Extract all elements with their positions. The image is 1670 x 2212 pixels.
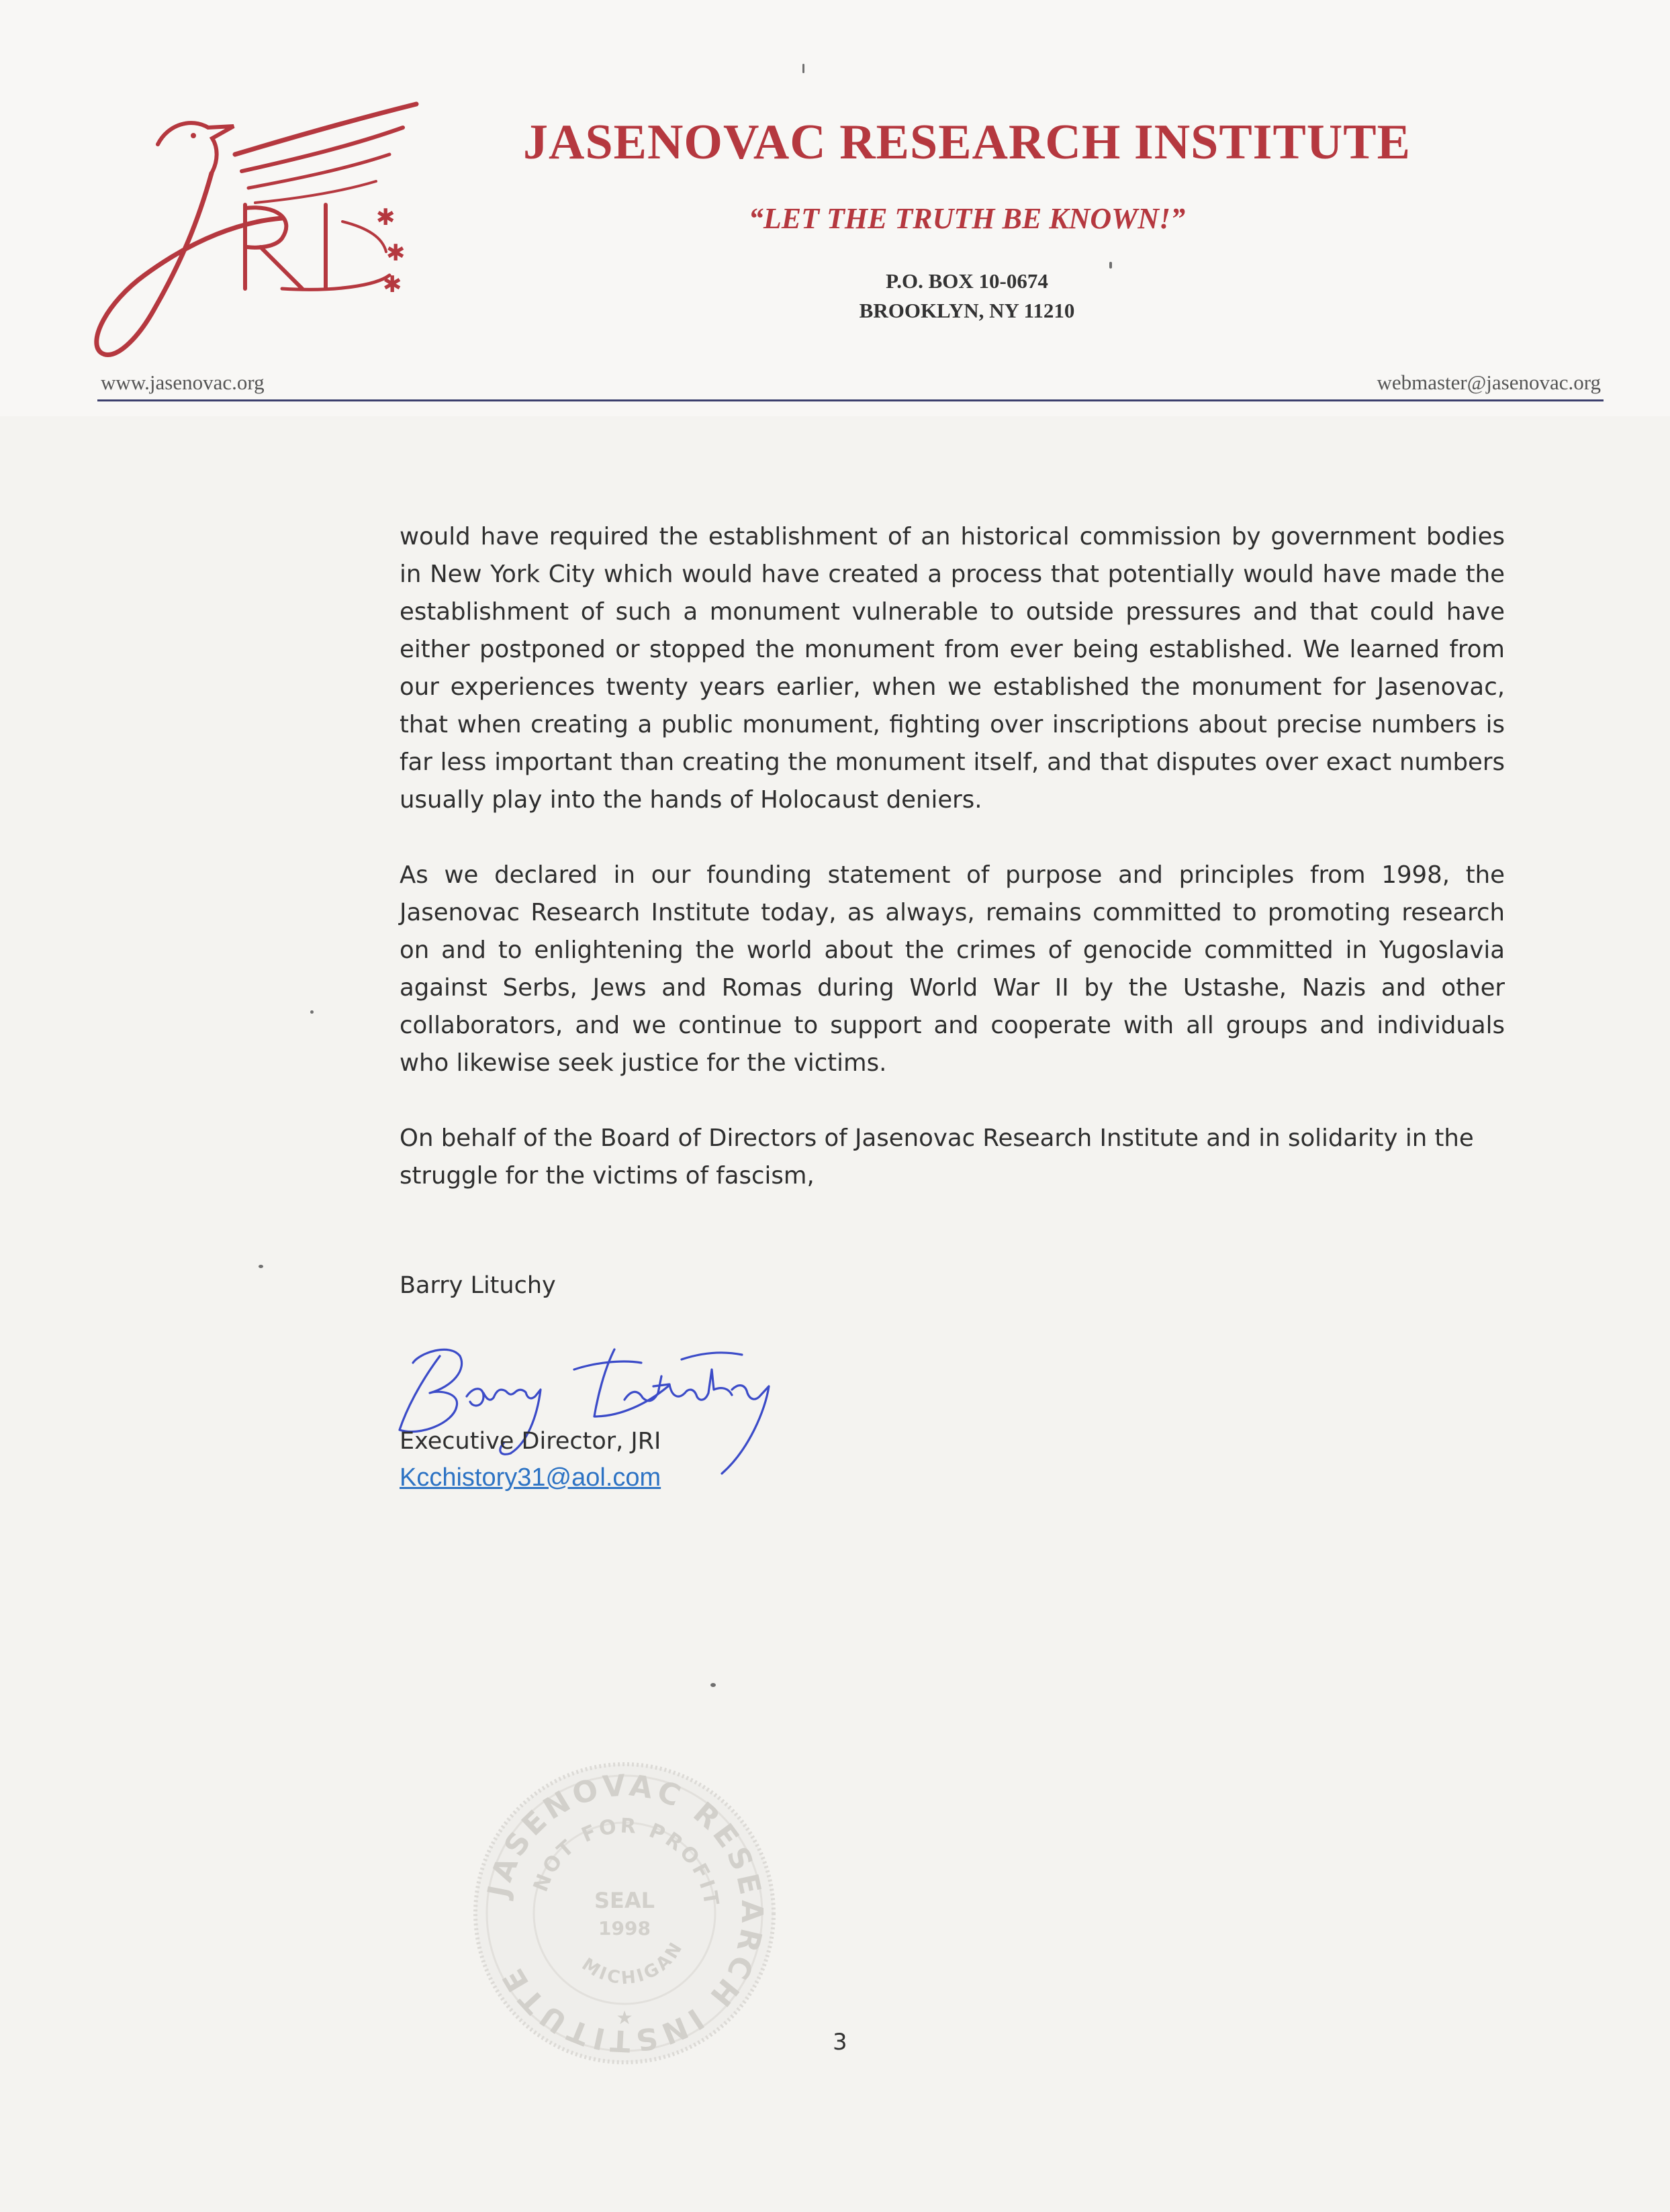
- address-line-1: P.O. BOX 10-0674: [886, 269, 1048, 293]
- page-number: 3: [833, 2029, 847, 2056]
- signer-name: Barry Lituchy: [400, 1272, 556, 1299]
- seal-center-line-1: SEAL: [594, 1888, 655, 1913]
- svg-text:✱: ✱: [376, 204, 396, 231]
- signer-email-link[interactable]: Kcchistory31@aol.com: [400, 1463, 661, 1492]
- paper-speck: [1109, 262, 1112, 269]
- seal-inner-text: NOT FOR PROFIT: [528, 1814, 724, 1910]
- seal-outer-text: JASENOVAC RESEARCH INSTITUTE: [481, 1768, 770, 2058]
- paragraph-closing: On behalf of the Board of Directors of Jasenovac Research Institute and in solidarity in the struggle for the victims of fascism,: [400, 1124, 1474, 1190]
- paper-speck: [310, 1010, 314, 1014]
- website-url: www.jasenovac.org: [101, 371, 265, 394]
- paragraph-commission: would have required the establishment of an historical commission by government bodies in New York City which would have created a process that potentially would have made the establishment of such a monument vulnerable to outside pressures and that could have either postponed or stopped the monument from ever being established. We learned from our experiences twenty years earlier, when we established the monument for Jasenovac, that when creating a public monument, fighting over inscriptions about precise numbers is far less important than creating the monument itself, and that disputes over exact numbers usually play into the hands of Holocaust deniers.: [400, 523, 1505, 814]
- signer-title: Executive Director, JRI: [400, 1428, 661, 1455]
- embossed-seal: [470, 1759, 779, 2068]
- letter-body: [400, 518, 1505, 1195]
- handwritten-signature: [393, 1323, 836, 1484]
- paper-speck: [259, 1265, 263, 1268]
- address-line-2: BROOKLYN, NY 11210: [859, 299, 1075, 322]
- jri-dove-logo: [81, 87, 497, 383]
- paper-speck: [802, 64, 804, 73]
- paper-speck: [710, 1683, 716, 1687]
- postal-address: [517, 267, 1417, 326]
- letterhead-divider: [97, 399, 1604, 401]
- organization-name: JASENOVAC RESEARCH INSTITUTE: [523, 115, 1411, 170]
- letterhead: [0, 0, 1670, 416]
- svg-text:✱: ✱: [383, 271, 402, 298]
- tagline: “LET THE TRUTH BE KNOWN!”: [748, 202, 1186, 235]
- seal-bottom-text: MICHIGAN: [577, 1937, 688, 1989]
- svg-text:★: ★: [616, 2007, 633, 2029]
- paragraph-declaration: As we declared in our founding statement of purpose and principles from 1998, the Jasenovac Research Institute today, as always, remains committed to promoting research on and to enlightening the world about the crimes of genocide committed in Yugoslavia against Serbs, Jews and Romas during World War II by the Ustashe, Nazis and other collaborators, and we continue to support and cooperate with all groups and individuals who likewise seek justice for the victims.: [400, 861, 1505, 1077]
- seal-center-line-2: 1998: [598, 1917, 651, 1939]
- svg-text:✱: ✱: [386, 240, 406, 267]
- letterhead-email: webmaster@jasenovac.org: [1377, 371, 1601, 394]
